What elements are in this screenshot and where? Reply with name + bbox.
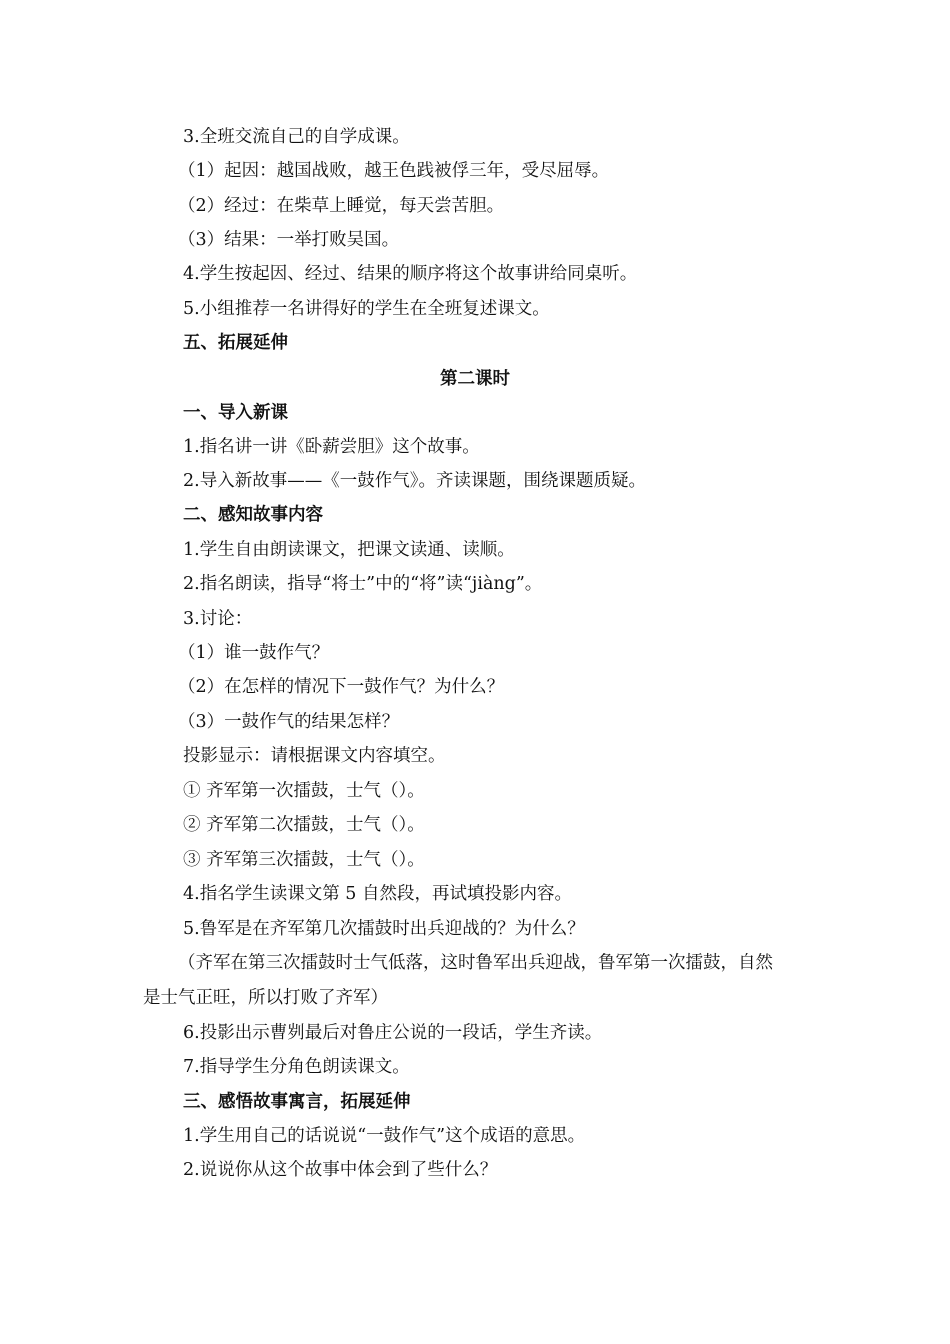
list-item: 2.导入新故事——《一鼓作气》。齐读课题，围绕课题质疑。 [183,471,646,491]
list-item: 5.小组推荐一名讲得好的学生在全班复述课文。 [183,299,550,319]
list-item: 4.指名学生读课文第 5 自然段，再试填投影内容。 [183,884,572,904]
list-item: （1）谁一鼓作气？ [178,643,330,663]
list-item: 1.学生用自己的话说说“一鼓作气”这个成语的意思。 [183,1126,586,1146]
list-item: 3.全班交流自己的自学成课。 [183,127,410,147]
list-item: （2）经过：在柴草上睡觉，每天尝苦胆。 [178,196,505,216]
section-heading: 二、感知故事内容 [183,505,323,525]
list-item: 1.指名讲一讲《卧薪尝胆》这个故事。 [183,437,480,457]
list-item: （齐军在第三次擂鼓时士气低落，这时鲁军出兵迎战，鲁军第一次擂鼓，自然 [178,953,773,973]
section-heading: 三、感悟故事寓言，拓展延伸 [183,1092,411,1112]
lesson-title: 第二课时 [440,369,510,389]
list-item: 是士气正旺，所以打败了齐军） [143,988,388,1008]
list-item: 7.指导学生分角色朗读课文。 [183,1057,410,1077]
list-item: ② 齐军第二次擂鼓，士气（）。 [183,815,425,835]
list-item: （3）一鼓作气的结果怎样？ [178,712,400,732]
list-item: 1.学生自由朗读课文，把课文读通、读顺。 [183,540,515,560]
list-item: （2）在怎样的情况下一鼓作气？为什么？ [178,677,505,697]
list-item: ① 齐军第一次擂鼓，士气（）。 [183,781,425,801]
list-item: （1）起因：越国战败，越王色践被俘三年，受尽屈辱。 [178,161,610,181]
list-item: 4.学生按起因、经过、结果的顺序将这个故事讲给同桌听。 [183,264,638,284]
list-item: （3）结果：一举打败吴国。 [178,230,400,250]
list-item: 2.指名朗读，指导“将士”中的“将”读“jiàng”。 [183,574,543,594]
list-item: 3.讨论： [183,609,253,629]
section-heading: 一、导入新课 [183,403,288,423]
list-item: ③ 齐军第三次擂鼓，士气（）。 [183,850,425,870]
list-item: 6.投影出示曹刿最后对鲁庄公说的一段话，学生齐读。 [183,1023,603,1043]
list-item: 2.说说你从这个故事中体会到了些什么？ [183,1160,498,1180]
list-item: 投影显示：请根据课文内容填空。 [183,746,446,766]
section-heading: 五、拓展延伸 [183,333,288,353]
list-item: 5.鲁军是在齐军第几次擂鼓时出兵迎战的？为什么？ [183,919,585,939]
